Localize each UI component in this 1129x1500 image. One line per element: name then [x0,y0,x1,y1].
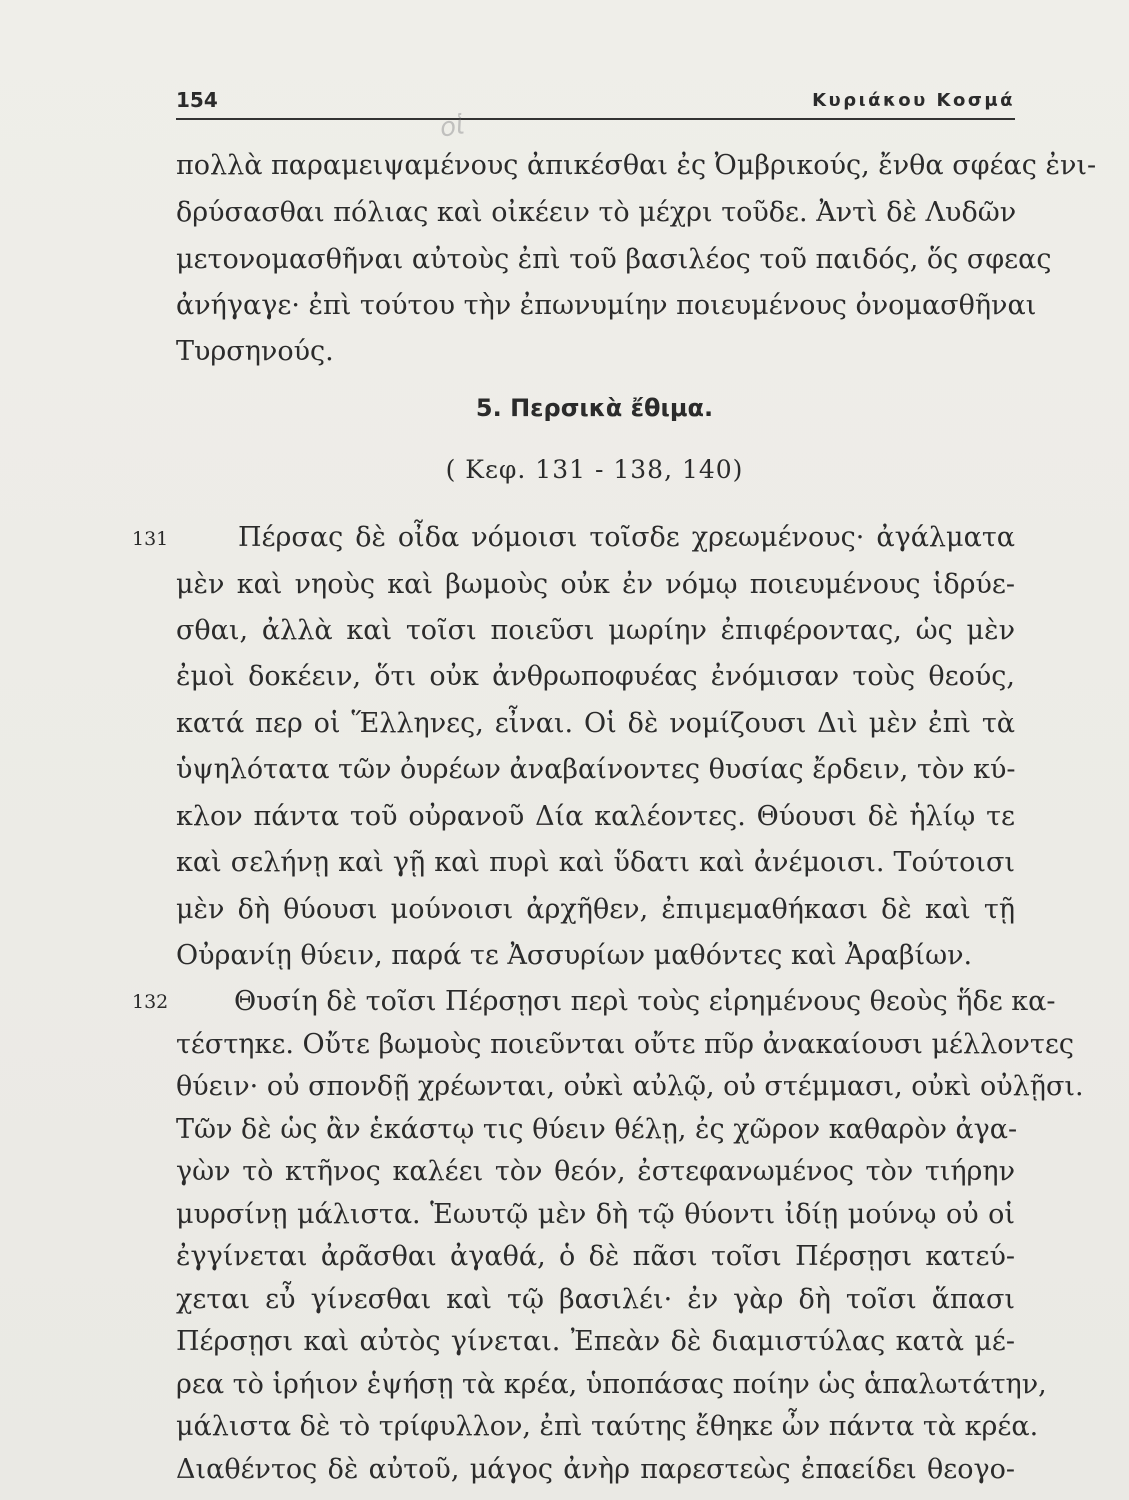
paragraph-number: 132 [132,991,169,1013]
text-line: γὼν τὸ κτῆνος καλέει τὸν θεόν, ἐστεφανωμένος τὸν τιήρην [176,1156,1015,1187]
chapter-reference: ( Κεφ. 131 - 138, 140) [445,455,744,484]
text-line: Πέρσῃσι καὶ αὐτὸς γίνεται. Ἐπεὰν δὲ διαμιστύλας κατὰ μέ- [176,1326,1015,1357]
intro-line: δρύσασθαι πόλιας καὶ οἰκέειν τὸ μέχρι τοῦδε. Ἀντὶ δὲ Λυδῶν [176,197,1017,228]
text-line: Διαθέντος δὲ αὐτοῦ, μάγος ἀνὴρ παρεστεὼς ἐπαείδει θεογο- [176,1453,1015,1485]
text-line: καὶ σελήνῃ καὶ γῇ καὶ πυρὶ καὶ ὕδατι καὶ ἀνέμοισι. Τούτοισι [176,847,1015,878]
text-line: Θυσίη δὲ τοῖσι Πέρσῃσι περὶ τοὺς εἰρημένους θεοὺς ἥδε κα- [234,986,1056,1017]
intro-line: πολλὰ παραμειψαμένους ἀπικέσθαι ἐς Ὀμβρικούς, ἔνθα σφέας ἐνι- [176,150,1097,181]
pencil-marks: οἱ [438,110,467,144]
text-line: ὑψηλότατα τῶν ὀυρέων ἀναβαίνοντες θυσίας ἔρδειν, τὸν κύ- [176,754,1016,785]
text-line: ρεα τὸ ἱρήιον ἑψήσῃ τὰ κρέα, ὑποπάσας ποίην ὡς ἁπαλωτάτην, [176,1368,1047,1400]
intro-line: ἀνήγαγε· ἐπὶ τούτου τὴν ἐπωνυμίην ποιευμένους ὀνομασθῆναι [176,290,1037,321]
intro-line: μετονομασθῆναι αὐτοὺς ἐπὶ τοῦ βασιλέος τοῦ παιδός, ὅς σφεας [176,244,1052,275]
running-head: Κυριάκου Κοσμά [812,90,1015,111]
page-number: 154 [176,88,218,112]
page-header [176,86,1015,120]
text-line: σθαι, ἀλλὰ καὶ τοῖσι ποιεῦσι μωρίην ἐπιφέροντας, ὡς μὲν [176,615,1015,646]
text-line: μάλιστα δὲ τὸ τρίφυλλον, ἐπὶ ταύτης ἔθηκε ὦν πάντα τὰ κρέα. [176,1411,1039,1442]
text-line: τέστηκε. Οὔτε βωμοὺς ποιεῦνται οὔτε πῦρ ἀνακαίουσι μέλλοντες [176,1028,1074,1060]
text-line: Πέρσας δὲ οἶδα νόμοισι τοῖσδε χρεωμένους· ἀγάλματα [238,522,1015,553]
section-title: 5. Περσικὰ ἔθιμα. [475,394,714,422]
intro-line: Τυρσηνούς. [176,336,334,367]
text-line: μυρσίνῃ μάλιστα. Ἑωυτῷ μὲν δὴ τῷ θύοντι ἰδίῃ μούνῳ οὐ οἱ [176,1198,1015,1230]
text-line: Τῶν δὲ ὡς ἂν ἑκάστῳ τις θύειν θέλῃ, ἐς χῶρον καθαρὸν ἀγα- [176,1113,1018,1145]
text-line: κλον πάντα τοῦ οὐρανοῦ Δία καλέοντες. Θύουσι δὲ ἡλίῳ τε [176,801,1015,832]
text-line: θύειν· οὐ σπονδῇ χρέωνται, οὐκὶ αὐλῷ, οὐ στέμμασι, οὐκὶ οὐλῇσι. [176,1071,1084,1102]
text-line: μὲν καὶ νηοὺς καὶ βωμοὺς οὐκ ἐν νόμῳ ποιευμένους ἱδρύε- [176,569,1015,600]
paragraph-number: 131 [132,528,169,550]
text-line: ἐγγίνεται ἀρᾶσθαι ἀγαθά, ὁ δὲ πᾶσι τοῖσι Πέρσῃσι κατεύ- [176,1241,1015,1272]
text-line: ἐμοὶ δοκέειν, ὅτι οὐκ ἀνθρωποφυέας ἐνόμισαν τοὺς θεούς, [176,661,1015,692]
text-line: μὲν δὴ θύουσι μούνοισι ἀρχῆθεν, ἐπιμεμαθήκασι δὲ καὶ τῇ [176,894,1015,925]
text-line: χεται εὖ γίνεσθαι καὶ τῷ βασιλέι· ἐν γὰρ δὴ τοῖσι ἅπασι [176,1283,1015,1315]
text-line: κατά περ οἱ Ἕλληνες, εἶναι. Οἱ δὲ νομίζουσι Διὶ μὲν ἐπὶ τὰ [176,708,1015,739]
text-line: Οὐρανίῃ θύειν, παρά τε Ἀσσυρίων μαθόντες καὶ Ἀραβίων. [176,940,973,971]
